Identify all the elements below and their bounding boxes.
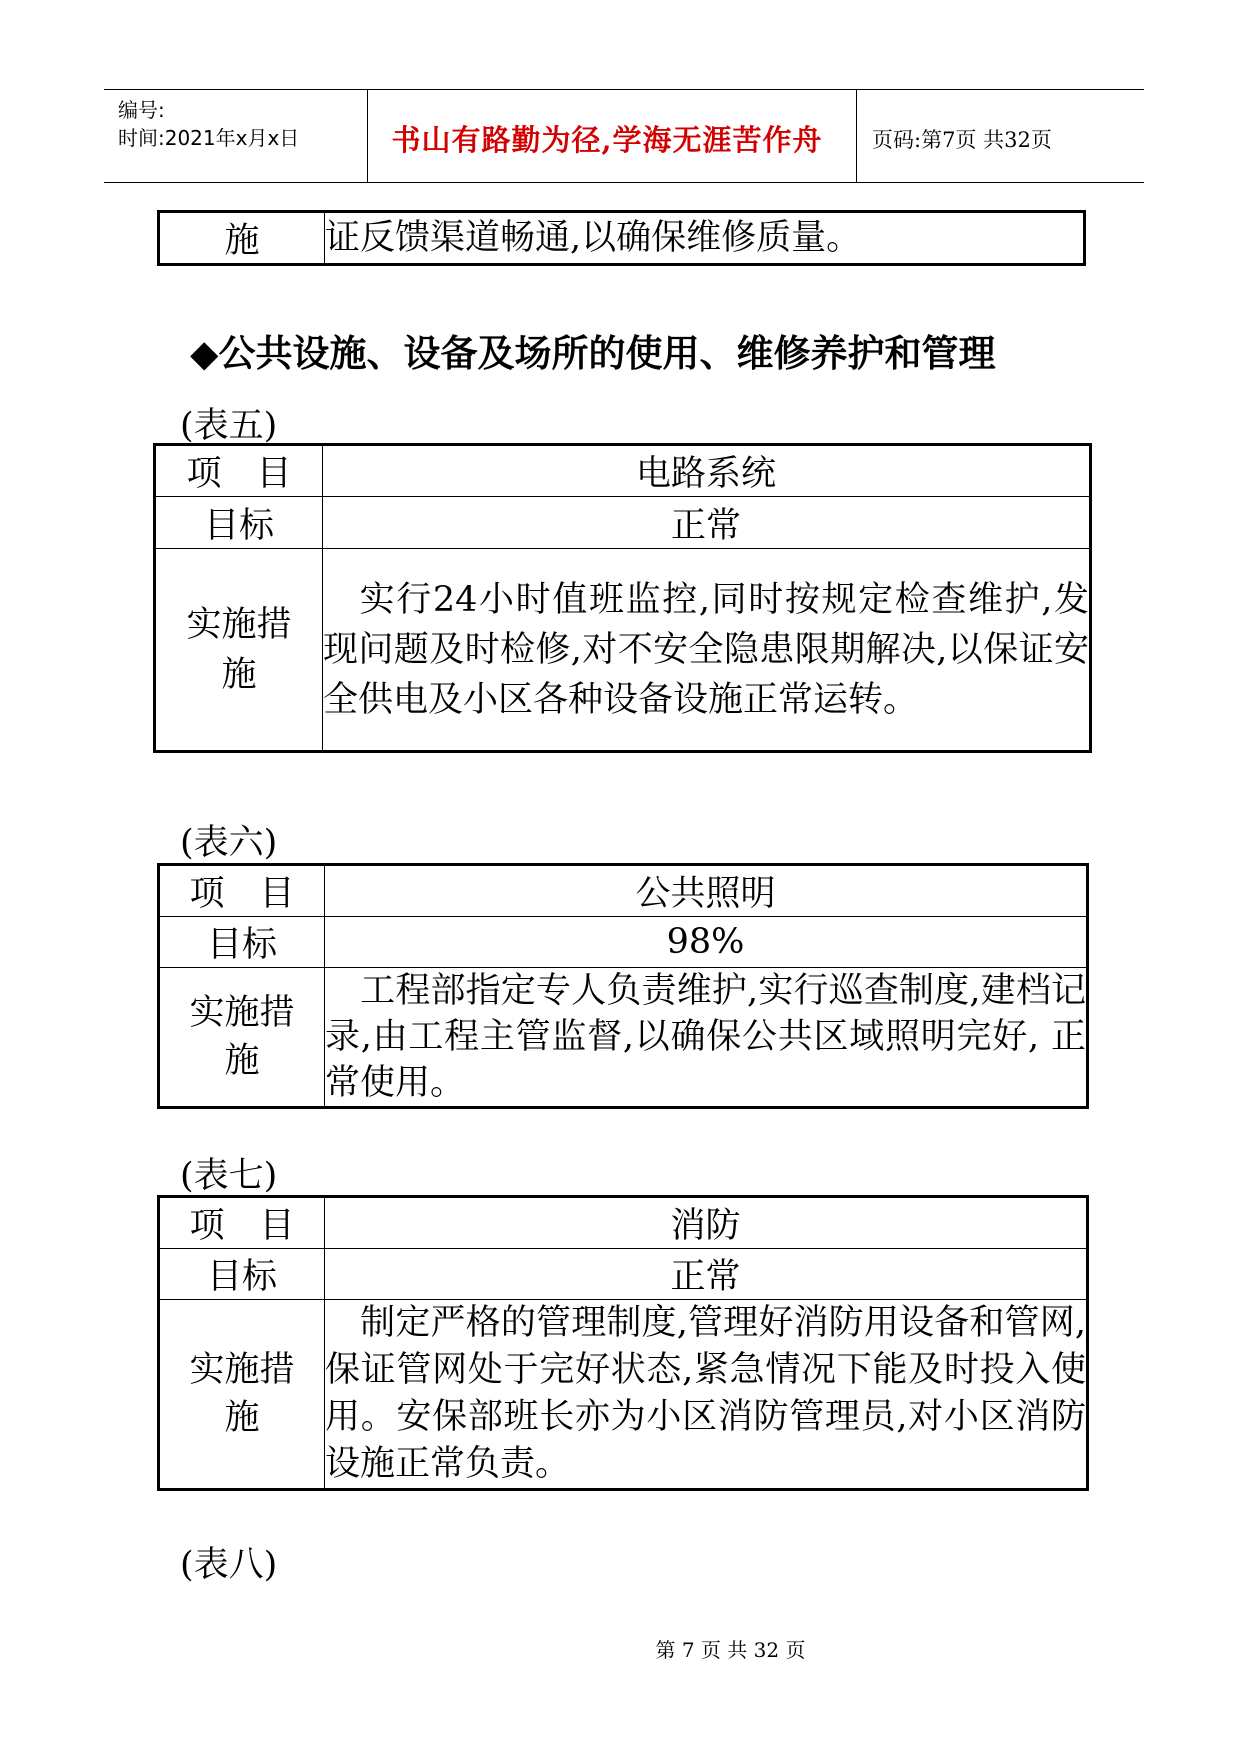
table-row bbox=[159, 212, 1085, 265]
target-label: 目标 bbox=[155, 497, 323, 549]
table6-caption: (表六) bbox=[180, 823, 278, 863]
measure-label: 实施措施 bbox=[159, 1300, 325, 1490]
table5 bbox=[153, 443, 1092, 753]
item-label: 项 目 bbox=[159, 865, 325, 917]
carryover-text: 证反馈渠道畅通,以确保维修质量。 bbox=[325, 212, 1085, 265]
measure-label: 实施措施 bbox=[155, 549, 323, 752]
table-row bbox=[159, 865, 1088, 917]
header-divider bbox=[856, 90, 857, 182]
table5-caption: (表五) bbox=[180, 406, 278, 446]
header-meta bbox=[118, 96, 299, 152]
header-page-code: 页码:第7页 共32页 bbox=[872, 128, 1052, 152]
document-time-label: 时间:2021年x月x日 bbox=[118, 126, 300, 150]
section-heading: ◆公共设施、设备及场所的使用、维修养护和管理 bbox=[190, 331, 996, 375]
table7 bbox=[157, 1195, 1089, 1491]
target-value: 正常 bbox=[323, 497, 1091, 549]
table-row bbox=[159, 1300, 1088, 1490]
target-label: 目标 bbox=[159, 917, 325, 968]
item-label: 项 目 bbox=[159, 1197, 325, 1249]
header-motto: 书山有路勤为径,学海无涯苦作舟 bbox=[391, 123, 823, 157]
measure-text: 工程部指定专人负责维护,实行巡查制度,建档记录,由工程主管监督,以确保公共区域照明完好, 正常使用。 bbox=[325, 971, 1086, 1103]
measure-label: 实施措施 bbox=[159, 968, 325, 1108]
target-value: 正常 bbox=[325, 1249, 1088, 1300]
measure-text: 制定严格的管理制度,管理好消防用设备和管网,保证管网处于完好状态,紧急情况下能及时投入使用。安保部班长亦为小区消防管理员,对小区消防设施正常负责。 bbox=[325, 1303, 1086, 1484]
target-value: 98% bbox=[325, 917, 1088, 968]
table-row bbox=[155, 549, 1091, 752]
target-label: 目标 bbox=[159, 1249, 325, 1300]
item-value: 电路系统 bbox=[323, 445, 1091, 497]
table-row bbox=[159, 968, 1088, 1108]
table-row bbox=[155, 445, 1091, 497]
carryover-label: 施 bbox=[159, 212, 325, 265]
page-footer: 第 7 页 共 32 页 bbox=[655, 1638, 806, 1662]
document-number-label: 编号: bbox=[118, 98, 165, 122]
table-row bbox=[159, 1249, 1088, 1300]
table8-caption: (表八) bbox=[180, 1545, 278, 1585]
measure-text: 实行24小时值班监控,同时按规定检查维护,发现问题及时检修,对不安全隐患限期解决,以保证安全供电及小区各种设备设施正常运转。 bbox=[323, 579, 1089, 720]
table6 bbox=[157, 863, 1089, 1109]
page-header bbox=[104, 89, 1144, 183]
item-value: 公共照明 bbox=[325, 865, 1088, 917]
table7-caption: (表七) bbox=[180, 1156, 278, 1196]
carryover-table bbox=[157, 210, 1086, 266]
item-value: 消防 bbox=[325, 1197, 1088, 1249]
table-row bbox=[159, 917, 1088, 968]
table-row bbox=[159, 1197, 1088, 1249]
item-label: 项 目 bbox=[155, 445, 323, 497]
table-row bbox=[155, 497, 1091, 549]
measure-cell bbox=[323, 549, 1091, 752]
measure-cell bbox=[325, 968, 1088, 1108]
measure-cell bbox=[325, 1300, 1088, 1490]
